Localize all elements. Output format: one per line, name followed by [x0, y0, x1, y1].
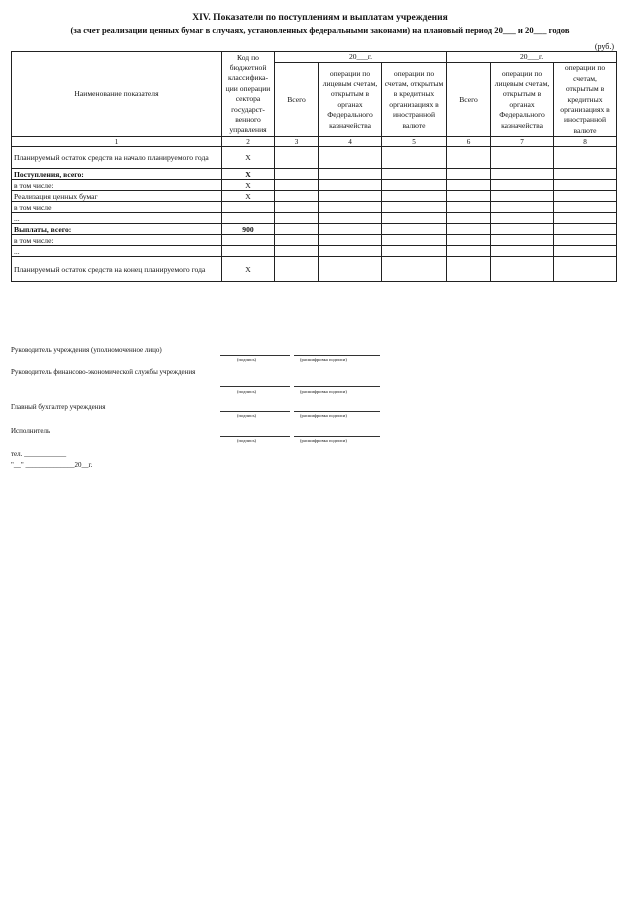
year2-total-header: Всего [447, 63, 491, 137]
column-number: 2 [222, 137, 275, 147]
value-cell[interactable] [319, 257, 382, 282]
table-row [12, 213, 617, 224]
value-cell[interactable] [554, 180, 617, 191]
column-number: 4 [319, 137, 382, 147]
head-decode-line[interactable] [294, 355, 380, 356]
value-cell[interactable] [447, 235, 491, 246]
row-name: Планируемый остаток средств на начало планируемого года [12, 147, 222, 169]
finance-decode-line[interactable] [294, 386, 380, 387]
value-cell[interactable] [491, 180, 554, 191]
value-cell[interactable] [491, 169, 554, 180]
indicators-table [11, 51, 617, 282]
value-cell[interactable] [382, 235, 447, 246]
value-cell[interactable] [447, 191, 491, 202]
executor-decode-line[interactable] [294, 436, 380, 437]
row-code [222, 246, 275, 257]
row-name: в том числе: [12, 235, 222, 246]
row-code: X [222, 257, 275, 282]
value-cell[interactable] [275, 246, 319, 257]
row-code [222, 235, 275, 246]
value-cell[interactable] [491, 224, 554, 235]
executor-signature-line[interactable] [220, 436, 290, 437]
column-number: 5 [382, 137, 447, 147]
signature-caption: (подпись) [237, 413, 257, 418]
value-cell[interactable] [319, 169, 382, 180]
value-cell[interactable] [447, 246, 491, 257]
value-cell[interactable] [491, 235, 554, 246]
value-cell[interactable] [319, 246, 382, 257]
year2-header: 20___г. [447, 52, 617, 63]
value-cell[interactable] [382, 147, 447, 169]
row-code [222, 213, 275, 224]
value-cell[interactable] [275, 147, 319, 169]
value-cell[interactable] [319, 235, 382, 246]
column-number: 8 [554, 137, 617, 147]
decode-caption: (расшифровка подписи) [300, 389, 347, 394]
accountant-decode-line[interactable] [294, 411, 380, 412]
row-code: X [222, 180, 275, 191]
table-row [12, 169, 617, 180]
column-number: 3 [275, 137, 319, 147]
phone-field[interactable]: тел. ____________ [11, 450, 67, 458]
value-cell[interactable] [491, 191, 554, 202]
row-name: Планируемый остаток средств на конец планируемого года [12, 257, 222, 282]
value-cell[interactable] [554, 169, 617, 180]
executor-signature-label: Исполнитель [11, 427, 51, 435]
value-cell[interactable] [382, 180, 447, 191]
value-cell[interactable] [491, 147, 554, 169]
year1-personal-header: операции по лицевым счетам, открытым в органах Федерального казначейства [319, 63, 382, 137]
signature-caption: (подпись) [237, 357, 257, 362]
decode-caption: (расшифровка подписи) [300, 438, 347, 443]
table-row [12, 257, 617, 282]
value-cell[interactable] [447, 169, 491, 180]
value-cell[interactable] [382, 191, 447, 202]
row-code [222, 202, 275, 213]
value-cell[interactable] [319, 224, 382, 235]
column-numbers-row [12, 137, 617, 147]
value-cell[interactable] [319, 191, 382, 202]
column-number: 7 [491, 137, 554, 147]
column-number: 1 [12, 137, 222, 147]
value-cell[interactable] [447, 213, 491, 224]
row-name: в том числе: [12, 180, 222, 191]
row-name: Поступления, всего: [12, 169, 222, 180]
value-cell[interactable] [275, 191, 319, 202]
year1-credit-header: операции по счетам, открытым в кредитных организациях в иностранной валюте [382, 63, 447, 137]
value-cell[interactable] [275, 180, 319, 191]
value-cell[interactable] [491, 202, 554, 213]
year1-header: 20___г. [275, 52, 447, 63]
value-cell[interactable] [554, 257, 617, 282]
accountant-signature-line[interactable] [220, 411, 290, 412]
column-number: 6 [447, 137, 491, 147]
value-cell[interactable] [275, 169, 319, 180]
row-name: Выплаты, всего: [12, 224, 222, 235]
value-cell[interactable] [491, 257, 554, 282]
form-title: XIV. Показатели по поступлениям и выплатам учреждения [192, 13, 448, 23]
signature-caption: (подпись) [237, 389, 257, 394]
value-cell[interactable] [382, 257, 447, 282]
decode-caption: (расшифровка подписи) [300, 357, 347, 362]
value-cell[interactable] [554, 246, 617, 257]
row-name: ... [12, 213, 222, 224]
col-name-header: Наименование показателя [12, 52, 222, 137]
value-cell[interactable] [554, 224, 617, 235]
value-cell[interactable] [275, 257, 319, 282]
signature-caption: (подпись) [237, 438, 257, 443]
value-cell[interactable] [275, 213, 319, 224]
value-cell[interactable] [319, 202, 382, 213]
table-row [12, 246, 617, 257]
table-row [12, 191, 617, 202]
value-cell[interactable] [275, 224, 319, 235]
table-row [12, 235, 617, 246]
value-cell[interactable] [382, 246, 447, 257]
header-row-years [12, 52, 617, 63]
table-row [12, 180, 617, 191]
row-code: 900 [222, 224, 275, 235]
date-field[interactable]: "__" ______________20__г. [11, 461, 93, 469]
value-cell[interactable] [447, 147, 491, 169]
value-cell[interactable] [491, 213, 554, 224]
row-name: ... [12, 246, 222, 257]
chief-accountant-signature-label: Главный бухгалтер учреждения [11, 403, 106, 411]
row-code: X [222, 191, 275, 202]
value-cell[interactable] [554, 191, 617, 202]
row-code: X [222, 169, 275, 180]
value-cell[interactable] [275, 202, 319, 213]
value-cell[interactable] [382, 213, 447, 224]
value-cell[interactable] [447, 257, 491, 282]
table-row [12, 147, 617, 169]
head-signature-label: Руководитель учреждения (уполномоченное лицо) [11, 346, 162, 354]
value-cell[interactable] [275, 235, 319, 246]
value-cell[interactable] [382, 224, 447, 235]
value-cell[interactable] [319, 213, 382, 224]
value-cell[interactable] [447, 224, 491, 235]
form-subtitle: (за счет реализации ценных бумаг в случаях, установленных федеральными законами) на плановый период 20___ и 20___ годов [70, 25, 570, 35]
year2-personal-header: операции по лицевым счетам, открытым в органах Федерального казначейства [491, 63, 554, 137]
value-cell[interactable] [554, 235, 617, 246]
value-cell[interactable] [554, 147, 617, 169]
finance-signature-line[interactable] [220, 386, 290, 387]
table-row [12, 224, 617, 235]
value-cell[interactable] [447, 180, 491, 191]
finance-head-signature-label: Руководитель финансово-экономической службы учреждения [11, 368, 196, 376]
head-signature-line[interactable] [220, 355, 290, 356]
row-name: в том числе [12, 202, 222, 213]
value-cell[interactable] [447, 202, 491, 213]
year2-credit-header: операции по счетам, открытым в кредитных организациях в иностранной валюте [554, 63, 617, 137]
col-code-header: Код по бюджетной классифика-ции операции сектора государст-венного управления [222, 52, 275, 137]
year1-total-header: Всего [275, 63, 319, 137]
value-cell[interactable] [491, 246, 554, 257]
value-cell[interactable] [319, 180, 382, 191]
value-cell[interactable] [554, 213, 617, 224]
table-row [12, 202, 617, 213]
row-code: X [222, 147, 275, 169]
decode-caption: (расшифровка подписи) [300, 413, 347, 418]
unit-label: (руб.) [594, 42, 614, 51]
value-cell[interactable] [319, 147, 382, 169]
row-name: Реализация ценных бумаг [12, 191, 222, 202]
value-cell[interactable] [554, 202, 617, 213]
value-cell[interactable] [382, 169, 447, 180]
value-cell[interactable] [382, 202, 447, 213]
